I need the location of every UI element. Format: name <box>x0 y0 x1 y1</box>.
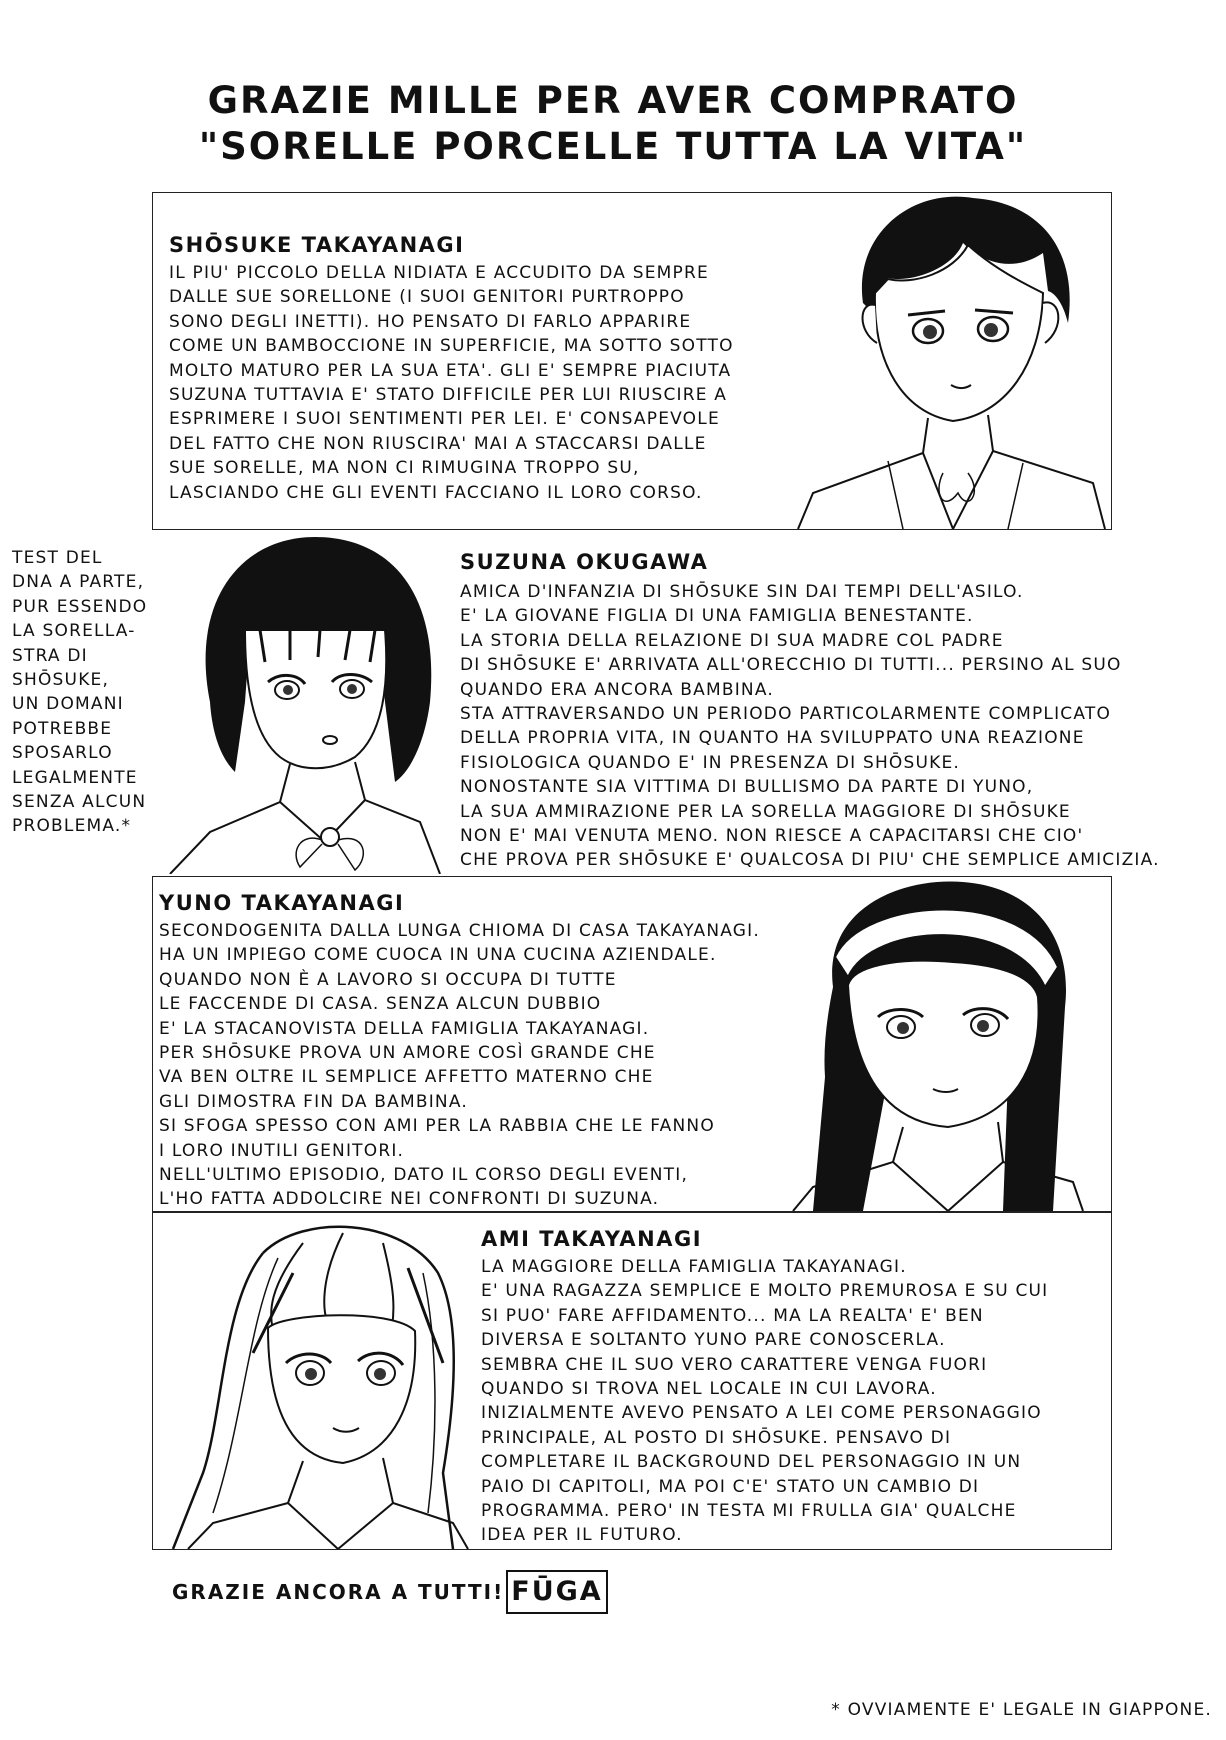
character-name-ami: AMI TAKAYANAGI <box>481 1227 703 1251</box>
page-title <box>0 78 1226 170</box>
description-line: LE FACCENDE DI CASA. SENZA ALCUN DUBBIO <box>159 994 602 1015</box>
shosuke-portrait <box>793 193 1111 529</box>
description-line: IDEA PER IL FUTURO. <box>481 1525 683 1546</box>
description-line: E' UNA RAGAZZA SEMPLICE E MOLTO PREMUROSA E SU CUI <box>481 1281 1049 1302</box>
yuno-portrait <box>753 877 1111 1211</box>
description-line: FISIOLOGICA QUANDO E' IN PRESENZA DI SHŌSUKE. <box>460 752 961 773</box>
description-line: MOLTO MATURO PER LA SUA ETA'. GLI E' SEMPRE PIACIUTA <box>169 360 732 381</box>
character-description-yuno <box>159 919 760 1212</box>
description-line: NONOSTANTE SIA VITTIMA DI BULLISMO DA PARTE DI YUNO, <box>460 777 1034 798</box>
title-line-2: "SORELLE PORCELLE TUTTA LA VITA" <box>198 125 1028 168</box>
description-line: LA STORIA DELLA RELAZIONE DI SUA MADRE COL PADRE <box>460 630 1004 651</box>
side-note-line: TEST DEL <box>12 548 103 568</box>
description-line: DEL FATTO CHE NON RIUSCIRA' MAI A STACCARSI DALLE <box>169 433 707 454</box>
description-line: I LORO INUTILI GENITORI. <box>159 1140 405 1161</box>
side-note-line: STRA DI <box>12 645 88 666</box>
character-description-suzuna <box>460 580 1160 873</box>
title-line-1: GRAZIE MILLE PER AVER COMPRATO <box>207 79 1019 122</box>
panel-shosuke <box>152 192 1112 530</box>
character-name-suzuna: SUZUNA OKUGAWA <box>460 550 709 574</box>
side-note-line: PUR ESSENDO <box>12 596 148 617</box>
description-line: COME UN BAMBOCCIONE IN SUPERFICIE, MA SOTTO SOTTO <box>169 336 734 357</box>
author-signature: FŪGA <box>506 1570 608 1614</box>
side-note-line: LA SORELLA- <box>12 621 136 642</box>
description-line: NON E' MAI VENUTA MENO. NON RIESCE A CAPACITARSI CHE CIO' <box>460 826 1084 847</box>
description-line: QUANDO ERA ANCORA BAMBINA. <box>460 679 774 700</box>
character-description-shosuke <box>169 261 734 505</box>
description-line: E' LA STACANOVISTA DELLA FAMIGLIA TAKAYANAGI. <box>159 1018 650 1039</box>
suzuna-portrait <box>140 532 450 874</box>
description-line: INIZIALMENTE AVEVO PENSATO A LEI COME PERSONAGGIO <box>481 1403 1042 1424</box>
description-line: CHE PROVA PER SHŌSUKE E' QUALCOSA DI PIU' CHE SEMPLICE AMICIZIA. <box>460 850 1160 871</box>
character-name-shosuke: SHŌSUKE TAKAYANAGI <box>169 233 465 257</box>
description-line: SEMBRA CHE IL SUO VERO CARATTERE VENGA FUORI <box>481 1354 988 1375</box>
panel-ami <box>152 1212 1112 1550</box>
closing-thanks: GRAZIE ANCORA A TUTTI! <box>172 1580 505 1604</box>
side-note <box>12 546 147 839</box>
side-note-line: UN DOMANI <box>12 694 124 715</box>
description-line: LA MAGGIORE DELLA FAMIGLIA TAKAYANAGI. <box>481 1257 907 1277</box>
description-line: E' LA GIOVANE FIGLIA DI UNA FAMIGLIA BENESTANTE. <box>460 606 974 627</box>
description-line: VA BEN OLTRE IL SEMPLICE AFFETTO MATERNO CHE <box>159 1067 654 1088</box>
description-line: QUANDO NON È A LAVORO SI OCCUPA DI TUTTE <box>159 969 617 990</box>
side-note-line: PROBLEMA.* <box>12 816 132 837</box>
description-line: PROGRAMMA. PERO' IN TESTA MI FRULLA GIA' QUALCHE <box>481 1501 1017 1522</box>
description-line: DI SHŌSUKE E' ARRIVATA ALL'ORECCHIO DI TUTTI... PERSINO AL SUO <box>460 655 1122 676</box>
description-line: SUE SORELLE, MA NON CI RIMUGINA TROPPO SU, <box>169 458 640 479</box>
description-line: STA ATTRAVERSANDO UN PERIODO PARTICOLARMENTE COMPLICATO <box>460 704 1112 725</box>
description-line: PAIO DI CAPITOLI, MA POI C'E' STATO UN CAMBIO DI <box>481 1476 980 1497</box>
description-line: SUZUNA TUTTAVIA E' STATO DIFFICILE PER LUI RIUSCIRE A <box>169 385 728 406</box>
description-line: LASCIANDO CHE GLI EVENTI FACCIANO IL LORO CORSO. <box>169 482 703 503</box>
description-line: SONO DEGLI INETTI). HO PENSATO DI FARLO APPARIRE <box>169 311 692 332</box>
description-line: DIVERSA E SOLTANTO YUNO PARE CONOSCERLA. <box>481 1330 946 1351</box>
ami-portrait <box>153 1213 483 1549</box>
side-note-line: LEGALMENTE <box>12 767 138 788</box>
description-line: ESPRIMERE I SUOI SENTIMENTI PER LEI. E' CONSAPEVOLE <box>169 409 720 430</box>
side-note-line: DNA A PARTE, <box>12 572 145 593</box>
side-note-line: POTREBBE <box>12 718 113 739</box>
side-note-line: SPOSARLO <box>12 743 113 764</box>
description-line: SECONDOGENITA DALLA LUNGA CHIOMA DI CASA TAKAYANAGI. <box>159 921 760 941</box>
description-line: DELLA PROPRIA VITA, IN QUANTO HA SVILUPPATO UNA REAZIONE <box>460 728 1085 749</box>
description-line: QUANDO SI TROVA NEL LOCALE IN CUI LAVORA. <box>481 1379 937 1400</box>
character-description-ami <box>481 1255 1048 1548</box>
side-note-line: SENZA ALCUN <box>12 792 147 813</box>
description-line: PER SHŌSUKE PROVA UN AMORE COSÌ GRANDE CHE <box>159 1043 656 1064</box>
description-line: DALLE SUE SORELLONE (I SUOI GENITORI PURTROPPO <box>169 287 685 308</box>
description-line: COMPLETARE IL BACKGROUND DEL PERSONAGGIO IN UN <box>481 1452 1022 1473</box>
description-line: HA UN IMPIEGO COME CUOCA IN UNA CUCINA AZIENDALE. <box>159 945 717 966</box>
description-line: LA SUA AMMIRAZIONE PER LA SORELLA MAGGIORE DI SHŌSUKE <box>460 801 1071 822</box>
description-line: IL PIU' PICCOLO DELLA NIDIATA E ACCUDITO DA SEMPRE <box>169 263 709 283</box>
description-line: L'HO FATTA ADDOLCIRE NEI CONFRONTI DI SUZUNA. <box>159 1189 660 1210</box>
description-line: GLI DIMOSTRA FIN DA BAMBINA. <box>159 1091 468 1112</box>
description-line: SI SFOGA SPESSO CON AMI PER LA RABBIA CHE LE FANNO <box>159 1116 715 1137</box>
description-line: PRINCIPALE, AL POSTO DI SHŌSUKE. PENSAVO DI <box>481 1427 952 1448</box>
description-line: AMICA D'INFANZIA DI SHŌSUKE SIN DAI TEMPI DELL'ASILO. <box>460 582 1024 602</box>
footnote: * OVVIAMENTE E' LEGALE IN GIAPPONE. <box>831 1700 1212 1720</box>
panel-yuno <box>152 876 1112 1212</box>
description-line: SI PUO' FARE AFFIDAMENTO... MA LA REALTA' E' BEN <box>481 1305 984 1326</box>
description-line: NELL'ULTIMO EPISODIO, DATO IL CORSO DEGLI EVENTI, <box>159 1165 689 1186</box>
side-note-line: SHŌSUKE, <box>12 670 110 691</box>
character-name-yuno: YUNO TAKAYANAGI <box>159 891 405 915</box>
